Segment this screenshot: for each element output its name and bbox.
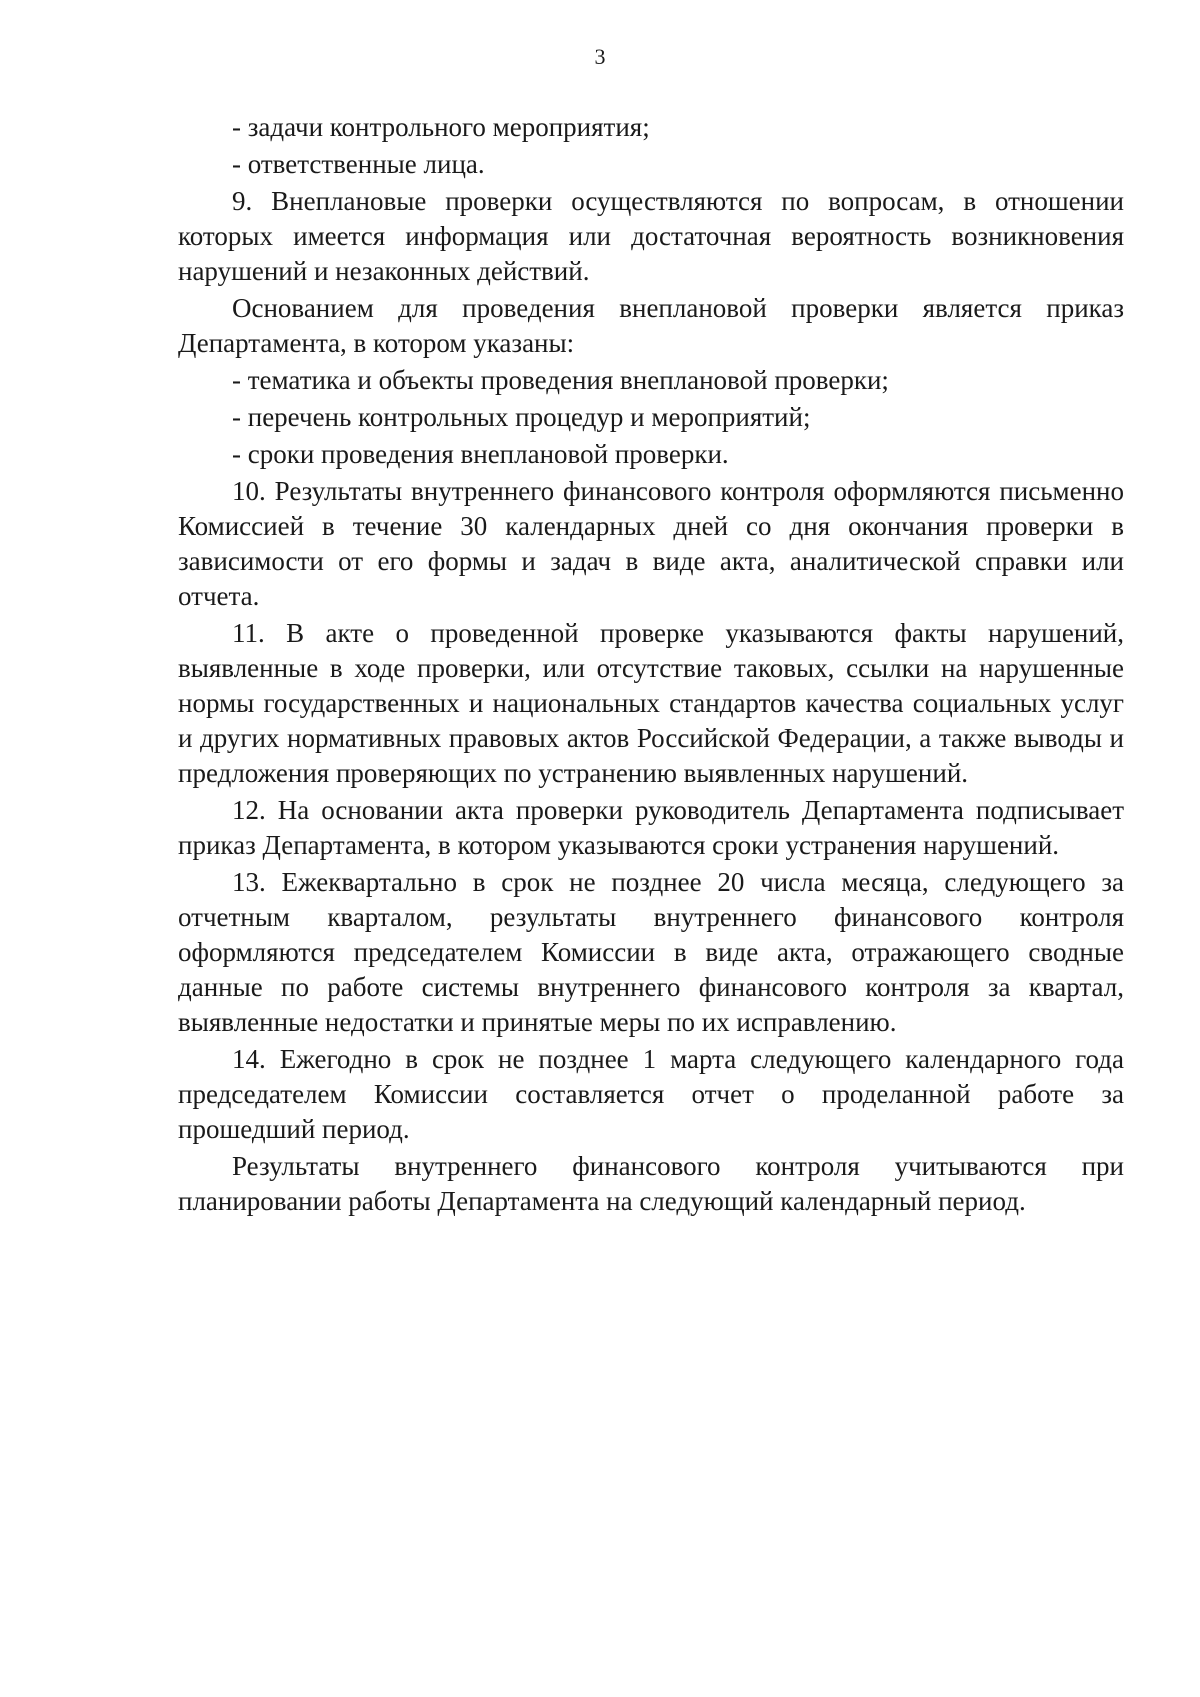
list-item: - тематика и объекты проведения внеплановой проверки; (232, 365, 889, 395)
document-body (178, 110, 1124, 1221)
paragraph: Основанием для проведения внеплановой проверки является приказ Департамента, в котором указаны: (178, 293, 1124, 358)
paragraph-item-9: 9. Внеплановые проверки осуществляются по вопросам, в отношении которых имеется информация или достаточная вероятность возникновения нарушений и незаконных действий. (178, 186, 1124, 286)
list-item: - перечень контрольных процедур и мероприятий; (232, 402, 811, 432)
page-number: 3 (594, 44, 606, 69)
paragraph-item-12: 12. На основании акта проверки руководитель Департамента подписывает приказ Департамента, в котором указываются сроки устранения нарушений. (178, 795, 1124, 860)
paragraph-item-14: 14. Ежегодно в срок не позднее 1 марта следующего календарного года председателем Комиссии составляется отчет о проделанной работе за прошедший период. (178, 1044, 1124, 1144)
paragraph-item-13: 13. Ежеквартально в срок не позднее 20 числа месяца, следующего за отчетным кварталом, результаты внутреннего финансового контроля оформляются председателем Комиссии в виде акта, отражающего сводные данные по работе системы внутреннего финансового контроля за квартал, выявленные недостатки и принятые меры по их исправлению. (178, 867, 1124, 1037)
paragraph: Результаты внутреннего финансового контроля учитываются при планировании работы Департамента на следующий календарный период. (178, 1151, 1124, 1216)
paragraph-item-10: 10. Результаты внутреннего финансового контроля оформляются письменно Комиссией в течение 30 календарных дней со дня окончания проверки в зависимости от его формы и задач в виде акта, аналитической справки или отчета. (178, 476, 1124, 611)
list-item: - сроки проведения внеплановой проверки. (232, 439, 729, 469)
paragraph-item-11: 11. В акте о проведенной проверке указываются факты нарушений, выявленные в ходе проверки, или отсутствие таковых, ссылки на нарушенные нормы государственных и национальных стандартов качества социальных услуг и других нормативных правовых актов Российской Федерации, а также выводы и предложения проверяющих по устранению выявленных нарушений. (178, 618, 1124, 788)
list-item: - задачи контрольного мероприятия; (232, 112, 650, 142)
list-item: - ответственные лица. (232, 149, 485, 179)
